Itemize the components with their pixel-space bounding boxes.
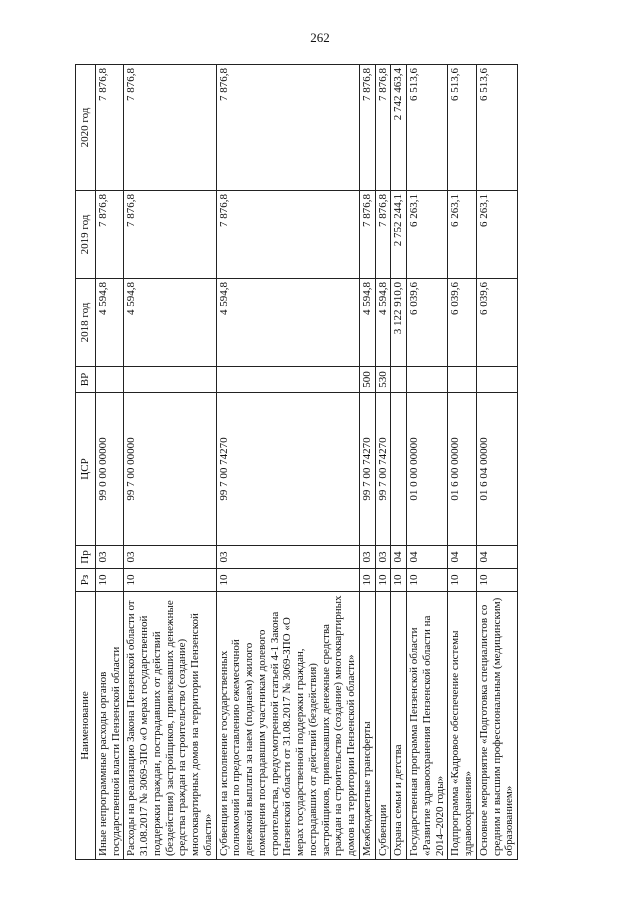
row-vr: 500 <box>359 367 375 393</box>
row-vr <box>124 367 216 393</box>
row-csr: 01 0 00 00000 <box>407 393 448 546</box>
page-number: 262 <box>310 30 330 45</box>
row-2020: 7 876,8 <box>375 65 391 191</box>
row-rz: 10 <box>216 569 359 592</box>
row-2020: 7 876,8 <box>95 65 124 191</box>
row-name: Подпрограмма «Кадровое обеспечение системы здравоохранения» <box>448 592 477 860</box>
row-rz: 10 <box>407 569 448 592</box>
row-name: Субвенции <box>375 592 391 860</box>
row-vr: 530 <box>375 367 391 393</box>
header-rz: Рз <box>76 569 96 592</box>
table-row <box>448 65 477 860</box>
row-pr: 03 <box>216 546 359 569</box>
row-name: Иные непрограммные расходы органов государственной власти Пензенской области <box>95 592 124 860</box>
row-2019: 6 263,1 <box>448 191 477 279</box>
header-csr: ЦСР <box>76 393 96 546</box>
row-2019: 6 263,1 <box>407 191 448 279</box>
row-name: Основное мероприятие «Подготовка специалистов со средним и высшим профессиональным (медицинским) образованием» <box>476 592 517 860</box>
row-pr: 04 <box>448 546 477 569</box>
header-2020: 2020 год <box>76 65 96 191</box>
row-2019: 6 263,1 <box>476 191 517 279</box>
row-csr: 01 6 00 00000 <box>448 393 477 546</box>
row-2018: 4 594,8 <box>375 279 391 367</box>
row-2019: 7 876,8 <box>95 191 124 279</box>
header-2018: 2018 год <box>76 279 96 367</box>
row-2020: 2 742 463,4 <box>391 65 407 191</box>
table-row <box>407 65 448 860</box>
row-pr: 03 <box>375 546 391 569</box>
table-row <box>359 65 375 860</box>
row-pr: 04 <box>391 546 407 569</box>
row-rz: 10 <box>375 569 391 592</box>
row-csr: 99 0 00 00000 <box>95 393 124 546</box>
row-rz: 10 <box>95 569 124 592</box>
row-csr: 99 7 00 74270 <box>359 393 375 546</box>
row-2019: 7 876,8 <box>359 191 375 279</box>
table-row <box>216 65 359 860</box>
table-row <box>391 65 407 860</box>
row-pr: 03 <box>124 546 216 569</box>
row-pr: 04 <box>407 546 448 569</box>
row-csr: 99 7 00 74270 <box>375 393 391 546</box>
row-2018: 4 594,8 <box>216 279 359 367</box>
row-pr: 03 <box>95 546 124 569</box>
row-name: Расходы на реализацию Закона Пензенской области от 31.08.2017 № 3069-ЗПО «О мерах государственной поддержки граждан, пострадавших от действий (бездействия) застройщиков, привлекавших денежные средства граждан на строительство (создание) многоквартирных домов на территории Пензенской области» <box>124 592 216 860</box>
table-row <box>95 65 124 860</box>
row-2019: 2 752 244,1 <box>391 191 407 279</box>
row-rz: 10 <box>124 569 216 592</box>
row-2020: 7 876,8 <box>359 65 375 191</box>
row-2020: 6 513,6 <box>407 65 448 191</box>
row-csr: 99 7 00 00000 <box>124 393 216 546</box>
row-rz: 10 <box>448 569 477 592</box>
row-name: Государственная программа Пензенской области «Развитие здравоохранения Пензенской области на 2014–2020 годы» <box>407 592 448 860</box>
row-2019: 7 876,8 <box>124 191 216 279</box>
row-2018: 6 039,6 <box>407 279 448 367</box>
row-vr <box>216 367 359 393</box>
row-2020: 6 513,6 <box>476 65 517 191</box>
header-pr: Пр <box>76 546 96 569</box>
header-2019: 2019 год <box>76 191 96 279</box>
row-vr <box>391 367 407 393</box>
row-2018: 6 039,6 <box>448 279 477 367</box>
row-pr: 03 <box>359 546 375 569</box>
row-rz: 10 <box>359 569 375 592</box>
row-vr <box>95 367 124 393</box>
table-body <box>95 65 517 860</box>
budget-table <box>75 64 518 860</box>
header-vr: ВР <box>76 367 96 393</box>
row-vr <box>476 367 517 393</box>
header-name: Наименование <box>76 592 96 860</box>
rotated-table-wrapper <box>75 65 516 860</box>
row-rz: 10 <box>476 569 517 592</box>
table-row <box>124 65 216 860</box>
row-2018: 4 594,8 <box>95 279 124 367</box>
table-header <box>76 65 96 860</box>
row-name: Межбюджетные трансферты <box>359 592 375 860</box>
table-row <box>476 65 517 860</box>
row-csr: 99 7 00 74270 <box>216 393 359 546</box>
row-csr: 01 6 04 00000 <box>476 393 517 546</box>
table-row <box>375 65 391 860</box>
row-2018: 4 594,8 <box>124 279 216 367</box>
row-2018: 3 122 910,0 <box>391 279 407 367</box>
row-name: Субвенции на исполнение государственных полномочий по предоставлению ежемесячной денежной выплаты за наем (поднаем) жилого помещения пострадавшим участникам долевого строительства, предусмотренной статьей 4-1 Закона Пензенской области от 31.08.2017 № 3069-ЗПО «О мерах государственной поддержки граждан, пострадавших от действий (бездействия) застройщиков, привлекавших денежные средства граждан на строительство (создание) многоквартирных домов на территории Пензенской области» <box>216 592 359 860</box>
row-csr <box>391 393 407 546</box>
row-pr: 04 <box>476 546 517 569</box>
row-2020: 7 876,8 <box>124 65 216 191</box>
header-row <box>76 65 96 860</box>
row-2018: 6 039,6 <box>476 279 517 367</box>
row-2019: 7 876,8 <box>375 191 391 279</box>
row-rz: 10 <box>391 569 407 592</box>
row-2019: 7 876,8 <box>216 191 359 279</box>
row-2020: 6 513,6 <box>448 65 477 191</box>
row-vr <box>448 367 477 393</box>
row-2020: 7 876,8 <box>216 65 359 191</box>
row-name: Охрана семьи и детства <box>391 592 407 860</box>
row-vr <box>407 367 448 393</box>
row-2018: 4 594,8 <box>359 279 375 367</box>
